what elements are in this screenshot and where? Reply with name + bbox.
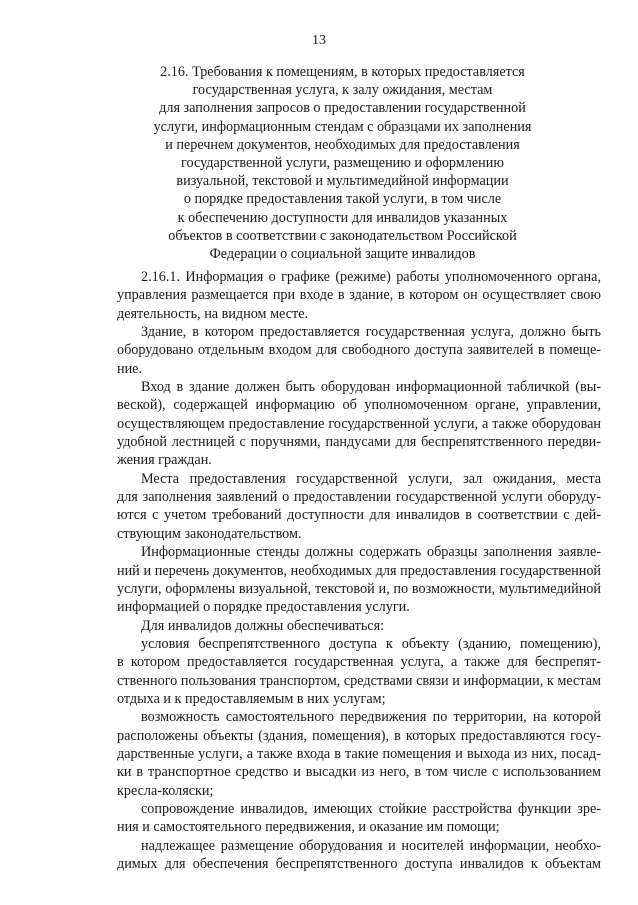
paragraph-line: кресла-коляски;: [117, 782, 214, 799]
paragraph-line: расположены объекты (здания, помещения), в которых предоставляются госу-: [117, 727, 601, 744]
paragraph-line: осуществляющем предоставление государственной услуги, а также оборудован: [117, 415, 601, 432]
paragraph-line: ствующим законодательством.: [117, 525, 302, 542]
heading-line: к обеспечению доступности для инвалидов указанных: [177, 209, 508, 226]
paragraph-line: для заполнения заявлений о предоставлении государственной услуги оборуду-: [117, 489, 601, 506]
heading-line: объектов в соответствии с законодательством Российской: [168, 227, 517, 244]
paragraph: [117, 837, 601, 874]
paragraph: [117, 470, 601, 543]
paragraph-line: ются с учетом требований доступности для инвалидов в соответствии с дей-: [117, 507, 601, 524]
heading-line: государственная услуга, к залу ожидания, местам: [192, 82, 493, 99]
paragraph: [117, 800, 601, 837]
paragraph-line: отдыха и к предоставляемым в них услугам;: [117, 690, 386, 707]
paragraph-line: возможность самостоятельного передвижения по территории, на которой: [141, 709, 601, 726]
paragraph-line: Места предоставления государственной услуги, зал ожидания, места: [141, 470, 601, 487]
paragraph: [117, 708, 601, 800]
paragraph-line: удобной лестницей с поручнями, пандусами для беспрепятственного передви-: [117, 434, 601, 451]
paragraph-line: ния и самостоятельного передвижения, и оказание им помощи;: [117, 819, 500, 836]
heading-line: государственной услуги, размещению и оформлению: [181, 155, 504, 172]
heading-line: и перечнем документов, необходимых для предоставления: [165, 136, 520, 153]
heading-line: о порядке предоставления такой услуги, в том числе: [183, 191, 502, 208]
paragraph: [117, 378, 601, 470]
paragraph: [117, 268, 601, 323]
paragraph-line: информацией о порядке предоставления услуги.: [117, 599, 410, 616]
paragraph-line: Информационные стенды должны содержать образцы заполнения заявле-: [141, 544, 601, 561]
paragraph-line: условия беспрепятственного доступа к объекту (зданию, помещению),: [141, 635, 601, 652]
heading-line: услуги, информационным стендам с образцами их заполнения: [153, 118, 532, 135]
page-number: 13: [312, 33, 326, 48]
heading-line: 2.16. Требования к помещениям, в которых предоставляется: [160, 64, 525, 80]
paragraph-line: Для инвалидов должны обеспечиваться:: [141, 617, 385, 634]
paragraph-line: сопровождение инвалидов, имеющих стойкие расстройства функции зре-: [141, 800, 601, 817]
paragraph-line: 2.16.1. Информация о графике (режиме) работы уполномоченного органа,: [141, 269, 601, 285]
heading-line: визуальной, текстовой и мультимедийной информации: [176, 173, 509, 190]
paragraph-line: управления размещается при входе в здание, в котором он осуществляет свою: [117, 287, 601, 304]
paragraph-line: деятельность, на видном месте.: [117, 305, 309, 322]
paragraph-line: Здание, в котором предоставляется государственная услуга, должно быть: [141, 324, 601, 341]
paragraph-line: ние.: [117, 360, 143, 377]
heading-line: для заполнения запросов о предоставлении государственной: [159, 100, 526, 117]
paragraph: [117, 323, 601, 378]
paragraph: [117, 635, 601, 708]
paragraph-line: дарственные услуги, а также входа в такие помещения и выхода из них, посад-: [117, 745, 601, 762]
paragraph-line: жения граждан.: [117, 452, 212, 469]
paragraph-line: услуги, оформлены визуальной, текстовой и, по возможности, мультимедийной: [117, 580, 601, 597]
document-body: [117, 268, 601, 873]
paragraph-line: оборудовано отдельным входом для свободного доступа заявителей в помеще-: [117, 342, 601, 359]
paragraph: [117, 543, 601, 616]
paragraph: [117, 617, 601, 635]
paragraph-line: ки в транспортное средство и высадки из него, в том числе с использованием: [117, 764, 601, 781]
paragraph-line: димых для обеспечения беспрепятственного доступа инвалидов к объектам: [117, 856, 601, 872]
paragraph-line: веской), содержащей информацию об уполномоченном органе, управлении,: [117, 397, 601, 414]
paragraph-line: надлежащее размещение оборудования и носителей информации, необхо-: [141, 837, 601, 854]
paragraph-line: в котором предоставляется государственная услуга, а также для беспрепят-: [117, 654, 601, 671]
heading-line: Федерации о социальной защите инвалидов: [209, 246, 476, 263]
paragraph-line: ственного пользования транспортом, средствами связи и информации, к местам: [117, 672, 601, 689]
paragraph-line: ний и перечень документов, необходимых для предоставления государственной: [117, 562, 601, 579]
paragraph-line: Вход в здание должен быть оборудован информационной табличкой (вы-: [141, 379, 601, 396]
section-heading: [120, 63, 565, 263]
